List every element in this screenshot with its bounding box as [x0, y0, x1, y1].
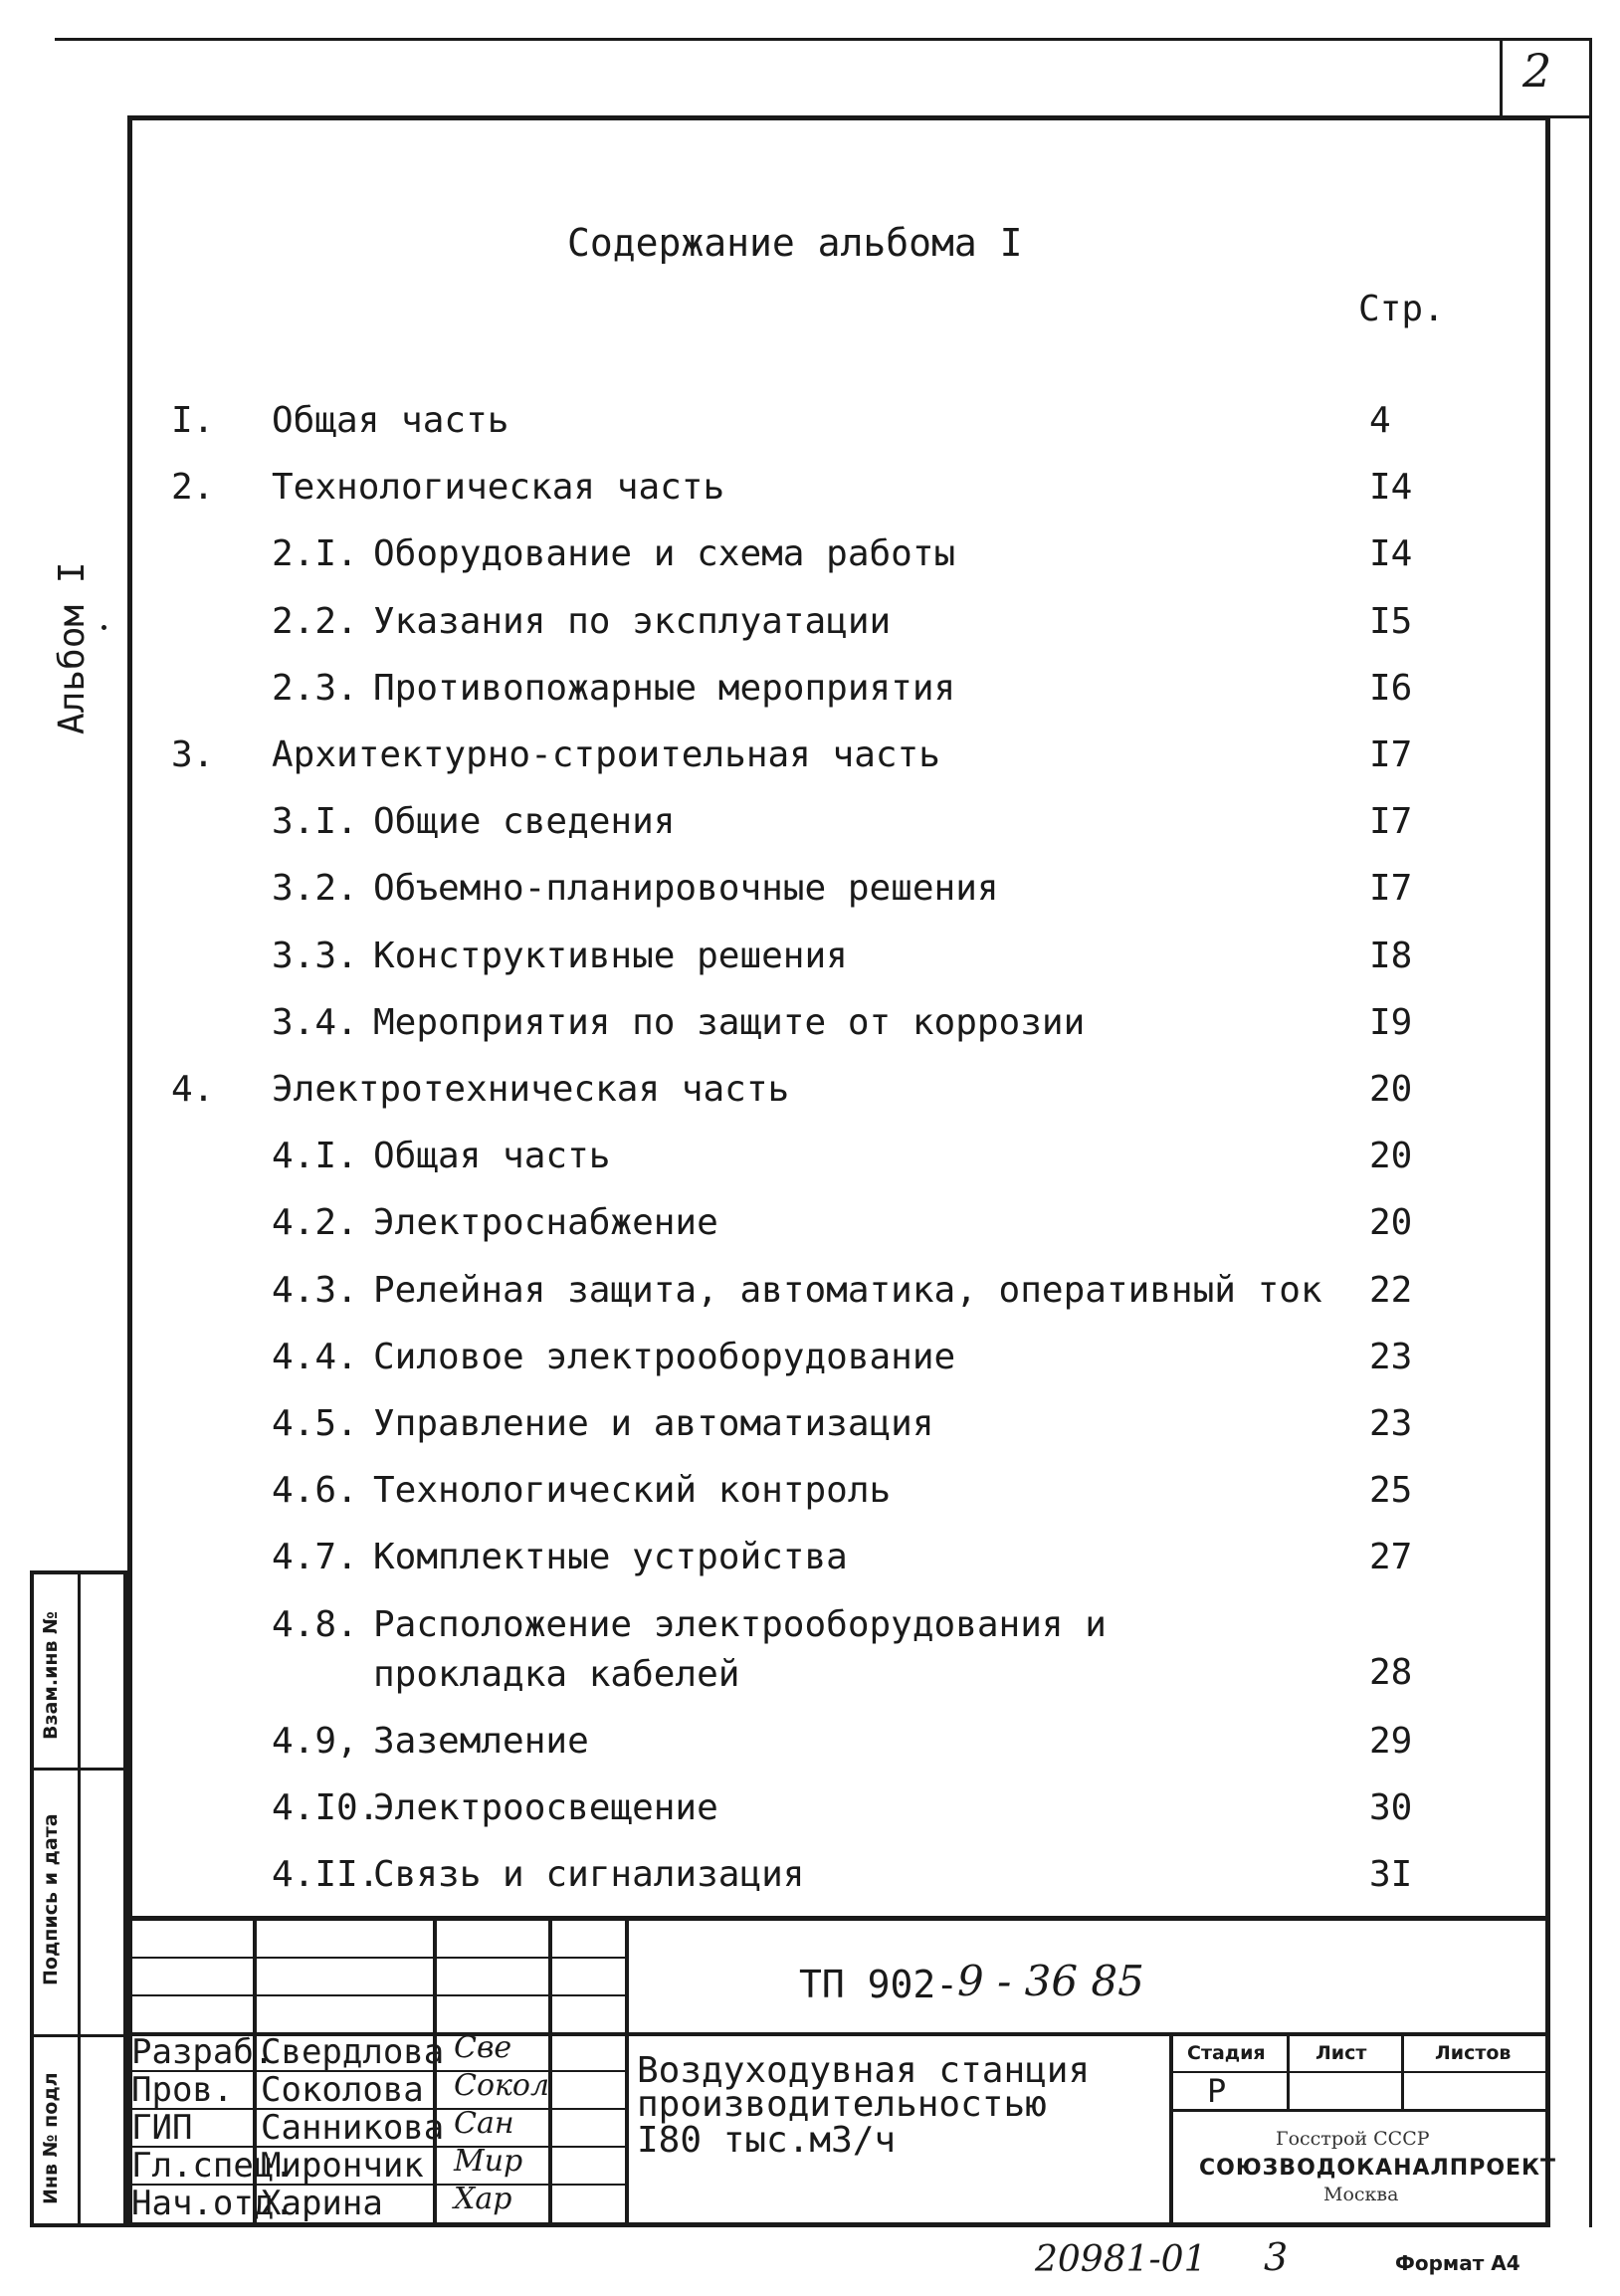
toc-item-number: 4.I0.	[272, 1787, 380, 1828]
toc-item-number: 3.I.	[272, 801, 358, 843]
toc-item-page: I6	[1369, 667, 1413, 709]
toc-item-page: 4	[1369, 400, 1391, 441]
stamp-role: Гл.спец.	[131, 2146, 295, 2186]
toc-item-title: Технологический контроль	[373, 1470, 892, 1512]
toc-item-number: 4.4.	[272, 1336, 358, 1377]
frame-right-outer	[1548, 115, 1592, 118]
toc-item-title: Электроснабжение	[373, 1202, 718, 1244]
toc-item-page: I9	[1369, 1001, 1413, 1043]
toc-item-number: 4.9,	[272, 1720, 358, 1762]
stamp-signature: Хар	[454, 2182, 512, 2216]
toc-item-title: Релейная защита, автоматика, оперативный ток	[373, 1269, 1322, 1311]
toc-item-page: I7	[1369, 734, 1413, 775]
toc-item-page: 20	[1369, 1069, 1413, 1110]
toc-item-title: Технологическая часть	[272, 467, 725, 509]
sheets-label: Листов	[1435, 2042, 1512, 2064]
toc-item-number: 4.5.	[272, 1403, 358, 1444]
stage-block-h2	[1169, 2109, 1550, 2112]
stamp-name: Санникова	[261, 2108, 445, 2148]
toc-item-title: Конструктивные решения	[373, 935, 848, 976]
toc-item-title: Связь и сигнализация	[373, 1854, 805, 1896]
toc-item-title: Общая часть	[373, 1136, 611, 1177]
toc-item-number: 4.8.	[272, 1603, 358, 1645]
stamp-v4	[625, 1916, 629, 2227]
toc-item-page: I5	[1369, 600, 1413, 642]
sheet-label: Лист	[1316, 2042, 1367, 2064]
toc-item-page: 25	[1369, 1470, 1413, 1512]
toc-item-number: 4.6.	[272, 1470, 358, 1512]
page-column-header: Стр.	[1358, 289, 1445, 329]
toc-item-page: 20	[1369, 1136, 1413, 1177]
album-side-label: Альбом I	[52, 561, 93, 734]
stamp-role: Нач.отд.	[131, 2184, 295, 2223]
toc-item-page: 23	[1369, 1403, 1413, 1444]
toc-item-number: 3.3.	[272, 935, 358, 976]
left-strip-vzam: Взам.инв №	[40, 1610, 62, 1740]
toc-item-title: Архитектурно-строительная часть	[272, 734, 940, 775]
toc-item-number: 2.2.	[272, 600, 358, 642]
toc-item-title: Расположение электрооборудования и	[373, 1603, 1107, 1645]
object-name-line3: I80 тыс.м3/ч	[637, 2120, 897, 2161]
stamp-signature: Сокол	[454, 2068, 550, 2103]
left-strip-inv: Инв № подл	[40, 2072, 62, 2204]
toc-item-page: I7	[1369, 868, 1413, 910]
toc-item-title: Мероприятия по защите от коррозии	[373, 1001, 1086, 1043]
toc-item-page: I4	[1369, 467, 1413, 509]
footer-format: Формат А4	[1395, 2251, 1520, 2275]
toc-item-page: I8	[1369, 935, 1413, 976]
toc-item-number: 4.7.	[272, 1537, 358, 1578]
toc-item-number: 3.	[171, 734, 215, 775]
org-line2: СОЮЗВОДОКАНАЛПРОЕКТ	[1199, 2156, 1557, 2181]
left-strip-divider	[78, 1570, 81, 2227]
page-number: 2	[1522, 44, 1552, 98]
toc-item-page: 20	[1369, 1202, 1413, 1244]
toc-item-title: Заземление	[373, 1720, 589, 1762]
toc-item-title: Комплектные устройства	[373, 1537, 848, 1578]
page-number-box-left	[1500, 38, 1503, 115]
left-strip-podpis: Подпись и дата	[40, 1813, 62, 1985]
toc-item-number: 4.3.	[272, 1269, 358, 1311]
stage-value: Р	[1207, 2072, 1227, 2110]
toc-item-number: 3.2.	[272, 868, 358, 910]
stamp-signature: Сан	[454, 2106, 514, 2141]
stage-block-left	[1169, 2032, 1173, 2227]
toc-item-title: Объемно-планировочные решения	[373, 868, 999, 910]
stamp-signature: Мир	[454, 2144, 523, 2179]
page-title: Содержание альбома I	[567, 221, 1023, 265]
toc-item-number: 3.4.	[272, 1001, 358, 1043]
toc-item-title: Оборудование и схема работы	[373, 533, 956, 575]
toc-item-number: 4.I.	[272, 1136, 358, 1177]
toc-item-number: 2.3.	[272, 667, 358, 709]
stamp-signature: Све	[454, 2030, 512, 2065]
toc-item-title: Общая часть	[272, 400, 509, 441]
toc-item-page: 22	[1369, 1269, 1413, 1311]
stamp-name: Харина	[261, 2184, 383, 2223]
stamp-top-rule	[127, 1916, 1550, 1921]
toc-item-title: Электротехническая часть	[272, 1069, 790, 1110]
toc-item-page: 23	[1369, 1336, 1413, 1377]
object-name-line1: Воздуходувная станция	[637, 2050, 1091, 2091]
toc-item-page: 3I	[1369, 1854, 1413, 1896]
page-number-box-right	[1589, 38, 1592, 2227]
stage-label: Стадия	[1187, 2042, 1266, 2064]
toc-item-title: Электроосвещение	[373, 1787, 718, 1828]
toc-item-page: 27	[1369, 1537, 1413, 1578]
toc-item-page: I4	[1369, 533, 1413, 575]
footer-inventory-number: 20981-01	[1035, 2239, 1207, 2280]
toc-item-page: 29	[1369, 1720, 1413, 1762]
stamp-role: Пров.	[131, 2070, 234, 2110]
top-rule	[55, 38, 1592, 41]
left-strip-row1	[30, 1768, 127, 1771]
toc-item-title: Противопожарные мероприятия	[373, 667, 956, 709]
object-name-line2: производительностью	[637, 2084, 1047, 2125]
toc-item-number: 4.2.	[272, 1202, 358, 1244]
toc-item-page: I7	[1369, 801, 1413, 843]
toc-item-page: 28	[1369, 1651, 1413, 1693]
toc-item-title: Управление и автоматизация	[373, 1403, 934, 1444]
toc-item-title: Силовое электрооборудование	[373, 1336, 956, 1377]
stamp-name: Свердлова	[261, 2032, 445, 2072]
left-strip-row2	[30, 2034, 127, 2037]
stage-block-h1	[1169, 2071, 1550, 2073]
stamp-role: Разраб.	[131, 2032, 275, 2072]
toc-item-number: 4.	[171, 1069, 215, 1110]
toc-item-title: Общие сведения	[373, 801, 676, 843]
stamp-role: ГИП	[131, 2108, 193, 2148]
side-dot	[101, 625, 106, 630]
stamp-name: Соколова	[261, 2070, 424, 2110]
toc-item-page: 30	[1369, 1787, 1413, 1828]
toc-item-number: 2.I.	[272, 533, 358, 575]
doc-code-printed: ТП 902-	[799, 1963, 959, 2006]
org-line3: Москва	[1323, 2184, 1399, 2205]
stamp-name: Мирончик	[261, 2146, 424, 2186]
toc-item-number: I.	[171, 400, 215, 441]
footer-sheet-number: 3	[1264, 2235, 1289, 2279]
toc-item-title: Указания по эксплуатации	[373, 600, 892, 642]
toc-item-number: 2.	[171, 467, 215, 509]
toc-item-title-continued: прокладка кабелей	[373, 1653, 740, 1695]
org-line1: Госстрой СССР	[1276, 2128, 1430, 2150]
toc-item-number: 4.II.	[272, 1854, 380, 1896]
doc-code-handwritten: 9 - 36 85	[957, 1957, 1144, 2005]
